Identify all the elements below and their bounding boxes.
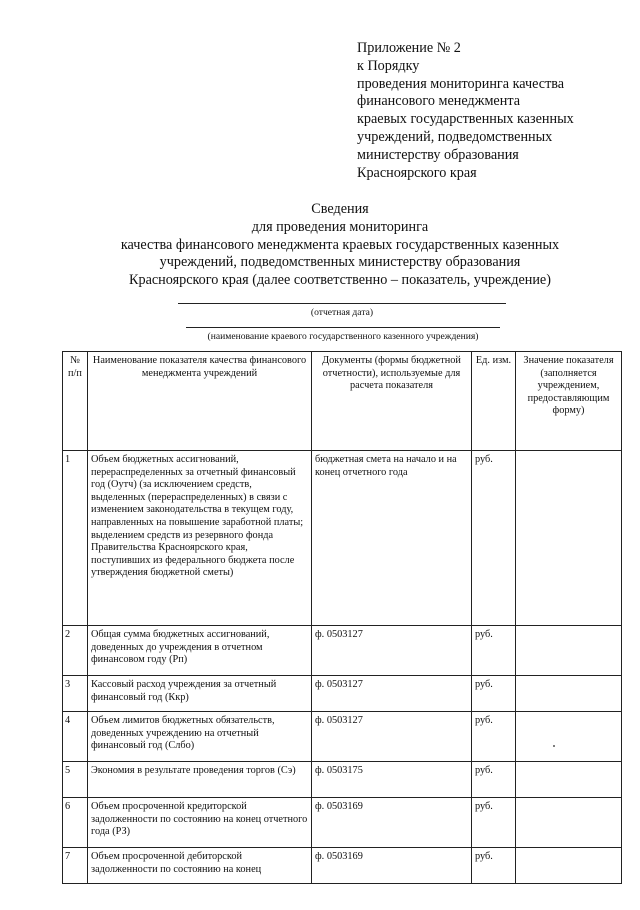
table-row bbox=[63, 451, 622, 626]
table-header-row bbox=[63, 352, 622, 451]
row-value-cell[interactable] bbox=[516, 451, 622, 626]
institution-name-line[interactable] bbox=[186, 327, 500, 328]
appendix-line: Приложение № 2 bbox=[357, 40, 461, 56]
appendix-line: финансового менеджмента bbox=[357, 93, 520, 110]
indicators-table bbox=[62, 351, 622, 884]
header-num: № п/п bbox=[63, 352, 88, 451]
document-heading bbox=[60, 201, 620, 290]
row-num: 7 bbox=[63, 848, 88, 884]
row-name: Объем просроченной дебиторской задолженности по состоянию на конец bbox=[88, 848, 312, 884]
table-row bbox=[63, 848, 622, 884]
heading-title: Сведения bbox=[311, 201, 369, 217]
header-docs: Документы (формы бюджетной отчетности), используемые для расчета показателя bbox=[312, 352, 472, 451]
row-unit: руб. bbox=[472, 676, 516, 712]
row-value-cell[interactable] bbox=[516, 848, 622, 884]
table-row bbox=[63, 712, 622, 762]
row-docs: бюджетная смета на начало и на конец отчетного года bbox=[312, 451, 472, 626]
row-docs: ф. 0503175 bbox=[312, 762, 472, 798]
row-name: Экономия в результате проведения торгов (Сэ) bbox=[88, 762, 312, 798]
appendix-line: проведения мониторинга качества bbox=[357, 75, 565, 92]
header-value: Значение показателя (заполняется учреждением, предоставляющим форму) bbox=[516, 352, 622, 451]
row-unit: руб. bbox=[472, 848, 516, 884]
row-docs: ф. 0503127 bbox=[312, 712, 472, 762]
table-row bbox=[63, 798, 622, 848]
appendix-line: министерству образования bbox=[357, 146, 519, 163]
row-docs: ф. 0503127 bbox=[312, 676, 472, 712]
row-docs: ф. 0503127 bbox=[312, 626, 472, 676]
row-value-cell[interactable] bbox=[516, 626, 622, 676]
row-docs: ф. 0503169 bbox=[312, 848, 472, 884]
row-unit: руб. bbox=[472, 712, 516, 762]
row-num: 4 bbox=[63, 712, 88, 762]
appendix-line: к Порядку bbox=[357, 57, 420, 74]
report-date-caption: (отчетная дата) bbox=[310, 307, 374, 318]
appendix-line: краевых государственных казенных bbox=[357, 111, 574, 128]
row-name: Объем бюджетных ассигнований, перераспределенных за отчетный финансовый год (Оутч) (за исключением средств, выделенных (перераспределенных) в связи с изменением законодательства в текущем году, направленных на повышение заработной платы; выделением средств из резервного фонда Правительства Красноярского края, поступивших из федерального бюджета после утверждения бюджетной сметы) bbox=[88, 451, 312, 626]
row-docs: ф. 0503169 bbox=[312, 798, 472, 848]
row-num: 1 bbox=[63, 451, 88, 626]
row-name: Объем лимитов бюджетных обязательств, доведенных учреждению на отчетный финансовый год (Слбо) bbox=[88, 712, 312, 762]
header-unit: Ед. изм. bbox=[472, 352, 516, 451]
heading-line: качества финансового менеджмента краевых государственных казенных bbox=[120, 236, 560, 253]
row-unit: руб. bbox=[472, 626, 516, 676]
appendix-line: Красноярского края bbox=[357, 164, 477, 181]
row-value-cell[interactable] bbox=[516, 798, 622, 848]
heading-line: Красноярского края (далее соответственно – показатель, учреждение) bbox=[129, 272, 551, 289]
row-unit: руб. bbox=[472, 762, 516, 798]
row-value-cell[interactable] bbox=[516, 712, 622, 762]
report-date-line[interactable] bbox=[178, 303, 506, 304]
scan-speck bbox=[553, 745, 555, 747]
row-name: Общая сумма бюджетных ассигнований, доведенных до учреждения в отчетном финансовом году (Рп) bbox=[88, 626, 312, 676]
row-name: Объем просроченной кредиторской задолженности по состоянию на конец отчетного года (РЗ) bbox=[88, 798, 312, 848]
row-num: 6 bbox=[63, 798, 88, 848]
table-row bbox=[63, 626, 622, 676]
institution-name-caption: (наименование краевого государственного казенного учреждения) bbox=[207, 331, 479, 342]
row-num: 3 bbox=[63, 676, 88, 712]
heading-line: учреждений, подведомственных министерству образования bbox=[159, 254, 521, 271]
header-name: Наименование показателя качества финансового менеджмента учреждений bbox=[88, 352, 312, 451]
row-unit: руб. bbox=[472, 451, 516, 626]
heading-line: для проведения мониторинга bbox=[251, 218, 429, 235]
appendix-line: учреждений, подведомственных bbox=[357, 128, 553, 145]
appendix-note bbox=[357, 40, 627, 182]
row-num: 5 bbox=[63, 762, 88, 798]
table-row bbox=[63, 676, 622, 712]
row-name: Кассовый расход учреждения за отчетный финансовый год (Ккр) bbox=[88, 676, 312, 712]
row-value-cell[interactable] bbox=[516, 762, 622, 798]
table-row bbox=[63, 762, 622, 798]
row-unit: руб. bbox=[472, 798, 516, 848]
row-num: 2 bbox=[63, 626, 88, 676]
row-value-cell[interactable] bbox=[516, 676, 622, 712]
